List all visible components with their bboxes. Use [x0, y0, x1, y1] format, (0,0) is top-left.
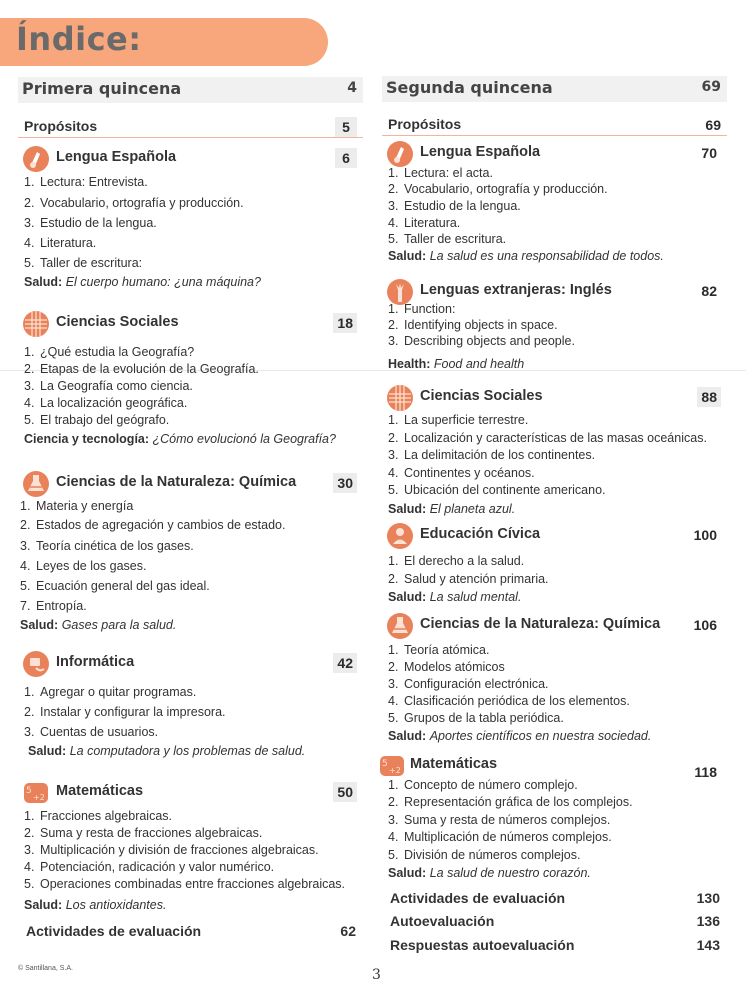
list-item: 2. Modelos atómicos: [388, 660, 505, 674]
section-header-ciencias-sociales: [382, 384, 727, 410]
list-item: 1. Fracciones algebraicas.: [24, 809, 173, 823]
list-item: 3. La delimitación de los continentes.: [388, 448, 596, 462]
section-page: 42: [333, 653, 357, 673]
list-item: 2. Vocabulario, ortografía y producción.: [24, 196, 244, 210]
list-item: 4. Literatura.: [24, 236, 97, 250]
ending-title: Respuestas autoevaluación: [390, 937, 575, 953]
ending-row-autoevaluacion: [390, 913, 720, 929]
ending-title: Actividades de evaluación: [26, 923, 202, 939]
list-item: 3. Suma y resta de números complejos.: [388, 813, 611, 827]
quincena-header-primera: [18, 77, 363, 103]
flask-icon: [22, 470, 50, 498]
section-header-ciencias-naturaleza: [18, 470, 363, 496]
list-item: 1. Lectura: Entrevista.: [24, 175, 148, 189]
list-item: 2. Vocabulario, ortografía y producción.: [388, 182, 608, 196]
list-item: 1. Function:: [388, 302, 456, 316]
list-item: 2. Suma y resta de fracciones algebraicas.: [24, 826, 263, 840]
propositos-row: [382, 114, 727, 136]
section-header-lengua-espanola: [18, 145, 363, 171]
list-item: 3. La Geografía como ciencia.: [24, 379, 193, 393]
list-item: 5. Taller de escritura:: [24, 256, 143, 270]
salud-line: Salud: La computadora y los problemas de salud.: [28, 744, 306, 758]
globe-icon: [386, 384, 414, 412]
section-page: 82: [701, 283, 717, 299]
section-title: Ciencias de la Naturaleza: Química: [56, 474, 297, 490]
section-header-informatica: [18, 650, 363, 676]
salud-line: Salud: Gases para la salud.: [20, 618, 177, 632]
section-title: Lenguas extranjeras: Inglés: [420, 282, 612, 298]
section-header-ciencias-naturaleza: [382, 612, 727, 638]
salud-line: Salud: La salud mental.: [388, 590, 522, 604]
list-item: 1. Concepto de número complejo.: [388, 778, 578, 792]
section-page: 18: [333, 313, 357, 333]
list-item: 3. Multiplicación y división de fracciones algebraicas.: [24, 843, 319, 857]
ending-row-respuestas: [390, 937, 720, 953]
propositos-row: [18, 116, 363, 138]
section-header-educacion-civica: [382, 522, 727, 548]
list-item: 3. Estudio de la lengua.: [388, 199, 521, 213]
section-page: 6: [335, 148, 357, 168]
list-item: 2. Etapas de la evolución de la Geografía.: [24, 362, 259, 376]
quincena-page: 69: [701, 79, 721, 95]
section-title: Educación Cívica: [420, 526, 541, 542]
ending-row-actividades: [26, 923, 356, 939]
ending-page: 62: [340, 923, 356, 939]
salud-line: Salud: Los antioxidantes.: [24, 898, 167, 912]
ending-page: 143: [696, 937, 720, 953]
list-item: 3. Describing objects and people.: [388, 334, 575, 348]
svg-text:5: 5: [382, 759, 388, 769]
list-item: 4. Potenciación, radicación y valor numérico.: [24, 860, 275, 874]
salud-line: Health: Food and health: [388, 357, 525, 371]
list-item: 4. La localización geográfica.: [24, 396, 188, 410]
quincena-title: Segunda quincena: [386, 78, 553, 97]
list-item: 4. Multiplicación de números complejos.: [388, 830, 612, 844]
section-page: 30: [333, 473, 357, 493]
page-number: 3: [372, 967, 381, 983]
hand-writing-icon: [386, 140, 414, 168]
hand-writing-icon: [22, 145, 50, 173]
propositos-page: 69: [705, 117, 721, 133]
list-item: 5. Grupos de la tabla periódica.: [388, 711, 564, 725]
list-item: 1. El derecho a la salud.: [388, 554, 525, 568]
list-item: 4. Leyes de los gases.: [20, 559, 147, 573]
section-header-lengua-espanola: [382, 140, 727, 166]
list-item: 2. Representación gráfica de los complejos.: [388, 795, 633, 809]
list-item: 5. Operaciones combinadas entre fracciones algebraicas.: [24, 877, 346, 891]
section-page: 100: [693, 527, 717, 543]
globe-icon: [22, 310, 50, 338]
list-item: 5. División de números complejos.: [388, 848, 581, 862]
section-header-ciencias-sociales: [18, 310, 363, 336]
copyright-notice: © Santillana, S.A.: [18, 965, 73, 972]
list-item: 5. Ecuación general del gas ideal.: [20, 579, 210, 593]
list-item: 2. Localización y características de las masas oceánicas.: [388, 431, 707, 445]
propositos-page: 5: [335, 117, 357, 137]
math-symbols-icon: [378, 752, 406, 780]
section-title: Informática: [56, 654, 135, 670]
section-title: Ciencias Sociales: [56, 314, 179, 330]
list-item: 2. Estados de agregación y cambios de estado.: [20, 518, 286, 532]
list-item: 1. Teoría atómica.: [388, 643, 490, 657]
ending-row-actividades: [390, 890, 720, 906]
list-item: 4. Clasificación periódica de los elementos.: [388, 694, 630, 708]
section-page: 88: [697, 387, 721, 407]
salud-line: Salud: Aportes científicos en nuestra sociedad.: [388, 729, 652, 743]
list-item: 1. La superficie terrestre.: [388, 413, 529, 427]
list-item: 2. Instalar y configurar la impresora.: [24, 705, 226, 719]
section-page: 50: [333, 782, 357, 802]
ending-page: 130: [696, 890, 720, 906]
section-header-matematicas: [382, 752, 727, 778]
list-item: 1. Materia y energía: [20, 499, 134, 513]
salud-line: Salud: El cuerpo humano: ¿una máquina?: [24, 275, 261, 289]
svg-text:+2: +2: [33, 793, 45, 802]
section-title: Lengua Española: [420, 144, 541, 160]
list-item: 5. Taller de escritura.: [388, 232, 507, 246]
svg-text:+2: +2: [389, 766, 401, 775]
ending-page: 136: [696, 913, 720, 929]
list-item: 3. Teoría cinética de los gases.: [20, 539, 194, 553]
propositos-label: Propósitos: [388, 116, 462, 132]
section-title: Matemáticas: [410, 756, 498, 772]
list-item: 5. Ubicación del continente americano.: [388, 483, 606, 497]
salud-line: Salud: El planeta azul.: [388, 502, 516, 516]
list-item: 2. Salud y atención primaria.: [388, 572, 549, 586]
section-page: 70: [701, 145, 717, 161]
ending-title: Autoevaluación: [390, 913, 495, 929]
list-item: 5. El trabajo del geógrafo.: [24, 413, 170, 427]
salud-line: Salud: La salud es una responsabilidad de todos.: [388, 249, 664, 263]
section-header-ingles: [382, 278, 727, 304]
list-item: 1. ¿Qué estudia la Geografía?: [24, 345, 195, 359]
section-page: 118: [694, 764, 717, 780]
ending-title: Actividades de evaluación: [390, 890, 566, 906]
list-item: 3. Configuración electrónica.: [388, 677, 549, 691]
quincena-header-segunda: [382, 76, 727, 102]
list-item: 2. Identifying objects in space.: [388, 318, 558, 332]
section-title: Ciencias Sociales: [420, 388, 543, 404]
list-item: 3. Estudio de la lengua.: [24, 216, 157, 230]
svg-text:5: 5: [26, 786, 32, 796]
list-item: 7. Entropía.: [20, 599, 87, 613]
quincena-title: Primera quincena: [22, 79, 182, 98]
math-symbols-icon: [22, 779, 50, 807]
section-header-matematicas: [18, 779, 363, 805]
list-item: 4. Literatura.: [388, 216, 461, 230]
list-item: 4. Continentes y océanos.: [388, 466, 535, 480]
civic-icon: [386, 522, 414, 550]
salud-line: Salud: La salud de nuestro corazón.: [388, 866, 591, 880]
quincena-page: 4: [347, 80, 357, 96]
section-title: Matemáticas: [56, 783, 144, 799]
section-title: Lengua Española: [56, 149, 177, 165]
section-title: Ciencias de la Naturaleza: Química: [420, 616, 661, 632]
list-item: 1. Agregar o quitar programas.: [24, 685, 197, 699]
flask-icon: [386, 612, 414, 640]
list-item: 3. Cuentas de usuarios.: [24, 725, 159, 739]
propositos-label: Propósitos: [24, 118, 98, 134]
page-title: Índice:: [16, 20, 142, 58]
section-page: 106: [693, 617, 717, 633]
salud-line: Ciencia y tecnología: ¿Cómo evolucionó la Geografía?: [24, 432, 336, 446]
computer-icon: [22, 650, 50, 678]
list-item: 1. Lectura: el acta.: [388, 166, 493, 180]
